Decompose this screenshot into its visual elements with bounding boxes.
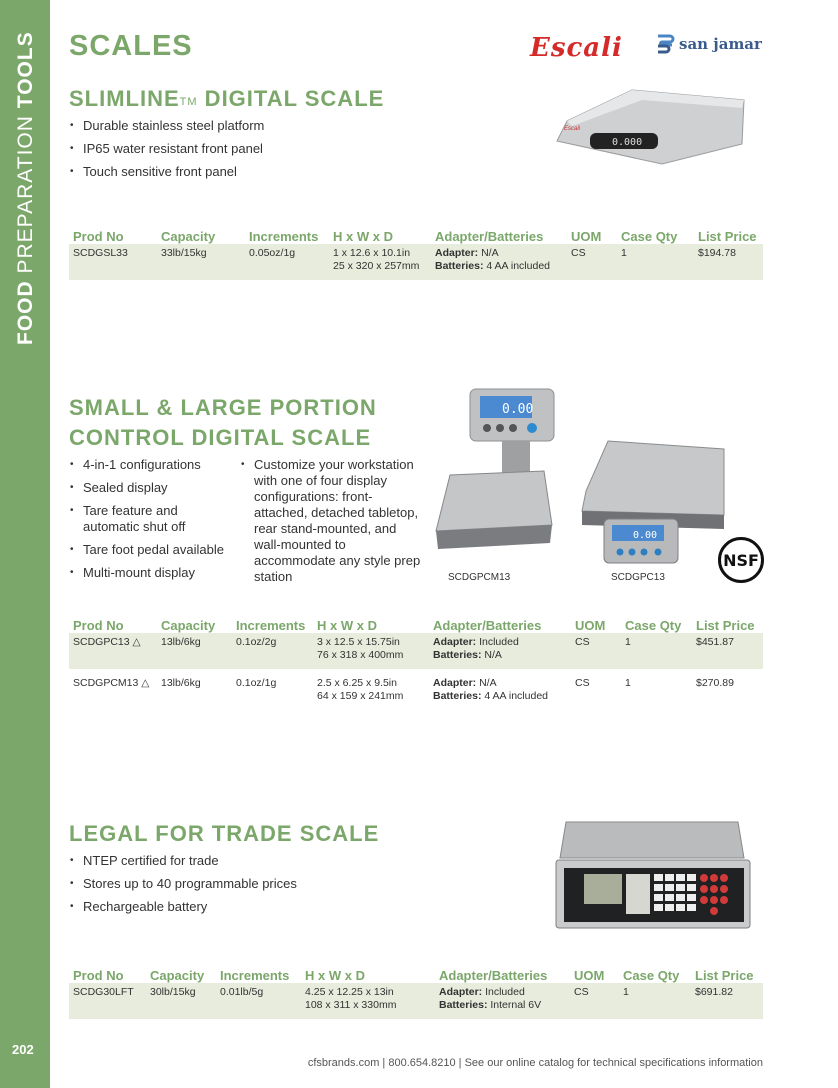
portion-features-right	[241, 457, 421, 585]
feature-item: • IP65 water resistant front panel	[70, 141, 264, 157]
prod-no: SCDGPC13 △	[69, 633, 157, 669]
nsf-certification-icon: NSF	[718, 537, 764, 583]
page-number: 202	[12, 1042, 34, 1057]
prod-no: SCDG30LFT	[69, 983, 146, 1019]
col-dimensions: H x W x D	[305, 968, 365, 983]
san-jamar-logo: san jamar	[654, 33, 762, 55]
legal-trade-scale-image	[552, 818, 752, 932]
case-qty: 1	[621, 633, 692, 669]
col-increments: Increments	[236, 618, 306, 633]
footer: cfsbrands.com | 800.654.8210 | See our online catalog for technical specifications information	[307, 1057, 763, 1069]
uom: CS	[571, 633, 621, 669]
col-increments: Increments	[249, 229, 319, 244]
slimline-scale-image	[552, 86, 752, 166]
feature-item: • Multi-mount display	[70, 565, 235, 581]
feature-item: • Stores up to 40 programmable prices	[70, 876, 297, 892]
adapter-batteries: Adapter: Included Batteries: N/A	[429, 633, 571, 669]
dimensions: 3 x 12.5 x 15.75in 76 x 318 x 400mm	[313, 633, 429, 669]
scdgpc13-image	[578, 437, 728, 567]
uom: CS	[575, 677, 590, 689]
increments: 0.05oz/1g	[245, 244, 329, 280]
increments: 0.1oz/1g	[236, 677, 277, 689]
legal-trade-features	[70, 853, 297, 915]
feature-item: • Durable stainless steel platform	[70, 118, 264, 134]
col-adapter: Adapter/Batteries	[433, 618, 542, 633]
slimline-features	[70, 118, 264, 180]
col-list-price: List Price	[698, 229, 757, 244]
feature-item: • Tare foot pedal available	[70, 542, 235, 558]
col-capacity: Capacity	[161, 229, 216, 244]
col-uom: UOM	[574, 968, 605, 983]
list-price: $194.78	[694, 244, 763, 280]
prod-no: SCDGPCM13 △	[73, 677, 150, 689]
svg-text:0.000: 0.000	[612, 137, 643, 148]
capacity: 13lb/6kg	[161, 677, 201, 689]
slimline-heading: SLIMLINE™ DIGITAL SCALE	[69, 86, 385, 111]
feature-item: • 4-in-1 configurations	[70, 457, 235, 473]
col-list-price: List Price	[696, 618, 755, 633]
portion-control-heading: SMALL & LARGE PORTION CONTROL DIGITAL SCALE	[69, 395, 377, 450]
list-price: $451.87	[692, 633, 763, 669]
dimensions: 1 x 12.6 x 10.1in 25 x 320 x 257mm	[329, 244, 431, 280]
col-capacity: Capacity	[161, 618, 216, 633]
list-price: $691.82	[691, 983, 763, 1019]
capacity: 13lb/6kg	[157, 633, 232, 669]
table-row	[69, 244, 763, 280]
col-prod-no: Prod No	[73, 968, 124, 983]
col-case-qty: Case Qty	[623, 968, 680, 983]
prod-no: SCDGSL33	[69, 244, 157, 280]
adapter-batteries: Adapter: Included Batteries: Internal 6V	[435, 983, 570, 1019]
legal-trade-heading: LEGAL FOR TRADE SCALE	[69, 821, 380, 846]
capacity: 30lb/15kg	[146, 983, 216, 1019]
col-uom: UOM	[575, 618, 606, 633]
portion-features-left	[70, 457, 235, 581]
uom: CS	[567, 244, 617, 280]
col-dimensions: H x W x D	[317, 618, 377, 633]
col-dimensions: H x W x D	[333, 229, 393, 244]
caption-scdgpc13: SCDGPC13	[611, 572, 665, 583]
escali-logo: Escali	[530, 33, 623, 63]
feature-item: • Tare feature and automatic shut off	[70, 503, 220, 535]
adapter-batteries: Adapter: N/A Batteries: 4 AA included	[431, 244, 567, 280]
increments: 0.01lb/5g	[216, 983, 301, 1019]
svg-text:0.00: 0.00	[633, 530, 658, 541]
uom: CS	[570, 983, 619, 1019]
feature-item: • Sealed display	[70, 480, 235, 496]
col-uom: UOM	[571, 229, 602, 244]
case-qty: 1	[617, 244, 694, 280]
feature-item: • Touch sensitive front panel	[70, 164, 264, 180]
case-qty: 1	[619, 983, 691, 1019]
case-qty: 1	[625, 677, 631, 689]
col-prod-no: Prod No	[73, 618, 124, 633]
col-case-qty: Case Qty	[625, 618, 682, 633]
portion-table	[69, 611, 763, 709]
col-adapter: Adapter/Batteries	[435, 229, 544, 244]
list-price: $270.89	[696, 677, 734, 689]
feature-item: • Rechargeable battery	[70, 899, 297, 915]
col-capacity: Capacity	[150, 968, 205, 983]
increments: 0.1oz/2g	[232, 633, 313, 669]
adapter-batteries: Adapter: N/A Batteries: 4 AA included	[433, 677, 548, 702]
san-jamar-mark-icon	[654, 33, 676, 55]
table-row	[69, 633, 763, 669]
dimensions: 4.25 x 12.25 x 13in 108 x 311 x 330mm	[301, 983, 435, 1019]
table-row	[69, 669, 763, 709]
sidebar-title: FOOD PREPARATION TOOLS	[14, 31, 37, 345]
col-adapter: Adapter/Batteries	[439, 968, 548, 983]
scdgpcm13-image	[432, 385, 557, 555]
col-list-price: List Price	[695, 968, 754, 983]
slimline-table	[69, 222, 763, 280]
caption-scdgpcm13: SCDGPCM13	[448, 572, 511, 583]
feature-item: • Customize your workstation with one of four display configurations: front-attached, detached tabletop, rear stand-mounted, and wall-mounted to accommodate any style prep station	[241, 457, 421, 585]
col-case-qty: Case Qty	[621, 229, 678, 244]
page-title: SCALES	[69, 30, 193, 62]
dimensions: 2.5 x 6.25 x 9.5in 64 x 159 x 241mm	[317, 677, 404, 702]
sidebar	[0, 0, 50, 1088]
feature-item: • NTEP certified for trade	[70, 853, 297, 869]
table-row	[69, 983, 763, 1019]
capacity: 33lb/15kg	[157, 244, 245, 280]
svg-text:0.00: 0.00	[502, 402, 534, 417]
svg-text:Escali: Escali	[564, 126, 581, 132]
legal-trade-table	[69, 961, 763, 1019]
col-increments: Increments	[220, 968, 290, 983]
col-prod-no: Prod No	[73, 229, 124, 244]
